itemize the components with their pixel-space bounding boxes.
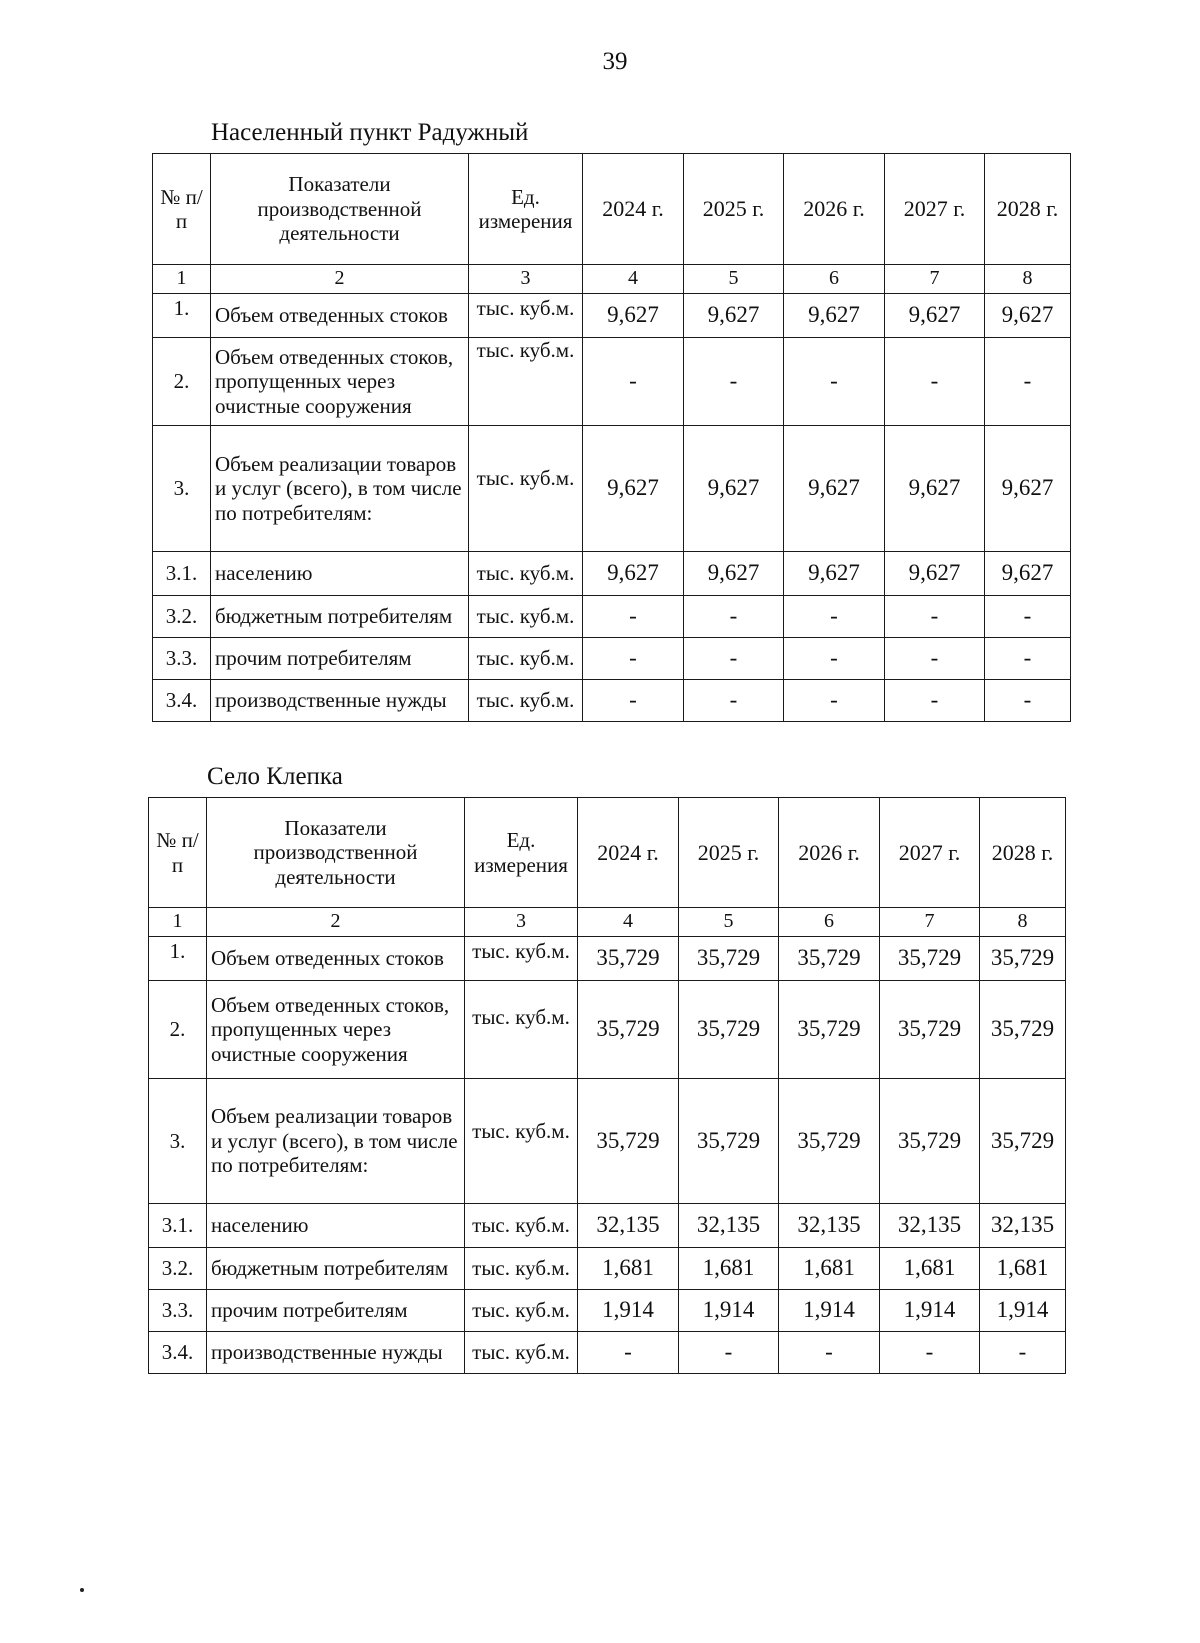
row-name: Объем отведенных стоков <box>211 294 469 338</box>
header-year: 2026 г. <box>784 154 885 265</box>
row-value: 9,627 <box>684 426 784 552</box>
row-num: 3.1. <box>149 1204 207 1248</box>
column-index: 2 <box>211 265 469 294</box>
header-year: 2028 г. <box>980 798 1066 908</box>
column-index: 6 <box>779 908 880 937</box>
row-value: 9,627 <box>583 426 684 552</box>
table-header-row <box>153 154 1071 265</box>
section-title: Населенный пункт Радужный <box>211 119 529 146</box>
column-index: 7 <box>880 908 980 937</box>
row-name: Объем отведенных стоков, пропущенных через очистные сооружения <box>211 338 469 426</box>
column-index: 6 <box>784 265 885 294</box>
row-value: - <box>885 680 985 722</box>
header-num: № п/п <box>153 154 211 265</box>
data-table-klepka <box>148 797 1066 1374</box>
row-value: 1,914 <box>679 1290 779 1332</box>
table-row <box>149 1332 1066 1374</box>
table-row <box>153 338 1071 426</box>
row-value: - <box>885 338 985 426</box>
row-num: 2. <box>153 338 211 426</box>
row-value: - <box>885 596 985 638</box>
row-unit: тыс. куб.м. <box>469 338 583 426</box>
row-unit: тыс. куб.м. <box>465 937 578 981</box>
row-value: 9,627 <box>985 294 1071 338</box>
table-row <box>153 680 1071 722</box>
column-index: 8 <box>980 908 1066 937</box>
header-unit: Ед. измерения <box>465 798 578 908</box>
row-value: 1,914 <box>578 1290 679 1332</box>
table-row <box>153 638 1071 680</box>
row-value: - <box>784 338 885 426</box>
column-index: 8 <box>985 265 1071 294</box>
row-value: 32,135 <box>880 1204 980 1248</box>
row-unit: тыс. куб.м. <box>469 294 583 338</box>
row-value: - <box>684 338 784 426</box>
row-value: 9,627 <box>684 294 784 338</box>
row-unit: тыс. куб.м. <box>465 1332 578 1374</box>
row-value: - <box>583 638 684 680</box>
row-value: 1,914 <box>880 1290 980 1332</box>
column-index: 1 <box>153 265 211 294</box>
row-value: 32,135 <box>779 1204 880 1248</box>
row-value: 9,627 <box>784 294 885 338</box>
row-value: - <box>684 596 784 638</box>
row-value: 35,729 <box>578 1079 679 1204</box>
row-value: 1,681 <box>980 1248 1066 1290</box>
row-value: - <box>578 1332 679 1374</box>
header-year: 2026 г. <box>779 798 880 908</box>
row-name: прочим потребителям <box>207 1290 465 1332</box>
column-index: 5 <box>679 908 779 937</box>
row-value: 1,914 <box>779 1290 880 1332</box>
column-index-row <box>153 265 1071 294</box>
row-name: производственные нужды <box>211 680 469 722</box>
header-name: Показатели производственной деятельности <box>211 154 469 265</box>
row-name: прочим потребителям <box>211 638 469 680</box>
row-value: 32,135 <box>980 1204 1066 1248</box>
header-unit: Ед. измерения <box>469 154 583 265</box>
header-year: 2027 г. <box>885 154 985 265</box>
row-name: Объем отведенных стоков <box>207 937 465 981</box>
row-unit: тыс. куб.м. <box>465 1290 578 1332</box>
row-value: 9,627 <box>784 552 885 596</box>
row-value: - <box>880 1332 980 1374</box>
row-value: 35,729 <box>980 937 1066 981</box>
row-unit: тыс. куб.м. <box>469 680 583 722</box>
header-year: 2028 г. <box>985 154 1071 265</box>
row-value: - <box>784 638 885 680</box>
row-value: 9,627 <box>784 426 885 552</box>
data-table-radughny <box>152 153 1071 722</box>
row-value: 1,681 <box>679 1248 779 1290</box>
row-name: производственные нужды <box>207 1332 465 1374</box>
table-row <box>149 1290 1066 1332</box>
table-row <box>149 981 1066 1079</box>
row-value: - <box>985 596 1071 638</box>
row-name: населению <box>211 552 469 596</box>
header-name: Показатели производственной деятельности <box>207 798 465 908</box>
row-name: бюджетным потребителям <box>207 1248 465 1290</box>
row-value: 9,627 <box>985 552 1071 596</box>
header-year: 2025 г. <box>684 154 784 265</box>
row-num: 2. <box>149 981 207 1079</box>
column-index: 4 <box>583 265 684 294</box>
row-unit: тыс. куб.м. <box>469 596 583 638</box>
row-value: - <box>784 680 885 722</box>
column-index: 5 <box>684 265 784 294</box>
row-unit: тыс. куб.м. <box>465 981 578 1079</box>
column-index: 3 <box>469 265 583 294</box>
row-value: 9,627 <box>583 294 684 338</box>
row-value: 1,914 <box>980 1290 1066 1332</box>
header-year: 2024 г. <box>583 154 684 265</box>
header-year: 2025 г. <box>679 798 779 908</box>
row-name: бюджетным потребителям <box>211 596 469 638</box>
row-value: - <box>583 680 684 722</box>
row-value: 9,627 <box>885 426 985 552</box>
row-value: 9,627 <box>885 552 985 596</box>
row-name: Объем реализации товаров и услуг (всего), в том числе по потребителям: <box>211 426 469 552</box>
row-value: - <box>784 596 885 638</box>
row-unit: тыс. куб.м. <box>465 1248 578 1290</box>
row-value: 35,729 <box>880 937 980 981</box>
table-row <box>153 596 1071 638</box>
row-value: 1,681 <box>880 1248 980 1290</box>
column-index: 3 <box>465 908 578 937</box>
row-value: - <box>684 680 784 722</box>
table-row <box>149 1079 1066 1204</box>
row-value: 35,729 <box>980 981 1066 1079</box>
row-value: - <box>684 638 784 680</box>
row-name: Объем отведенных стоков, пропущенных через очистные сооружения <box>207 981 465 1079</box>
row-num: 3.4. <box>153 680 211 722</box>
row-value: 35,729 <box>578 937 679 981</box>
row-num: 3. <box>153 426 211 552</box>
table-row <box>149 1248 1066 1290</box>
row-name: населению <box>207 1204 465 1248</box>
column-index: 4 <box>578 908 679 937</box>
row-value: 9,627 <box>885 294 985 338</box>
row-unit: тыс. куб.м. <box>469 426 583 552</box>
table-row <box>153 552 1071 596</box>
row-num: 3.4. <box>149 1332 207 1374</box>
table-header-row <box>149 798 1066 908</box>
row-value: 32,135 <box>679 1204 779 1248</box>
row-value: - <box>985 638 1071 680</box>
section-title: Село Клепка <box>207 763 343 790</box>
row-value: 1,681 <box>578 1248 679 1290</box>
row-value: - <box>885 638 985 680</box>
row-value: 1,681 <box>779 1248 880 1290</box>
row-value: - <box>583 596 684 638</box>
table-row <box>153 294 1071 338</box>
scan-speck <box>80 1588 84 1592</box>
row-value: 35,729 <box>679 981 779 1079</box>
row-num: 1. <box>153 294 211 338</box>
row-value: 35,729 <box>679 937 779 981</box>
table-row <box>149 937 1066 981</box>
table-row <box>149 1204 1066 1248</box>
row-name: Объем реализации товаров и услуг (всего), в том числе по потребителям: <box>207 1079 465 1204</box>
row-value: 9,627 <box>985 426 1071 552</box>
row-value: 32,135 <box>578 1204 679 1248</box>
row-value: 35,729 <box>779 981 880 1079</box>
row-unit: тыс. куб.м. <box>469 638 583 680</box>
header-year: 2024 г. <box>578 798 679 908</box>
row-num: 1. <box>149 937 207 981</box>
row-value: 35,729 <box>980 1079 1066 1204</box>
header-num: № п/п <box>149 798 207 908</box>
row-value: - <box>985 338 1071 426</box>
row-num: 3.1. <box>153 552 211 596</box>
row-unit: тыс. куб.м. <box>465 1079 578 1204</box>
row-unit: тыс. куб.м. <box>465 1204 578 1248</box>
column-index: 7 <box>885 265 985 294</box>
row-value: 35,729 <box>578 981 679 1079</box>
row-value: 35,729 <box>679 1079 779 1204</box>
column-index: 1 <box>149 908 207 937</box>
row-unit: тыс. куб.м. <box>469 552 583 596</box>
row-value: 35,729 <box>779 1079 880 1204</box>
row-value: 9,627 <box>583 552 684 596</box>
row-value: - <box>583 338 684 426</box>
column-index-row <box>149 908 1066 937</box>
row-num: 3. <box>149 1079 207 1204</box>
row-value: - <box>985 680 1071 722</box>
row-value: 9,627 <box>684 552 784 596</box>
page-number: 39 <box>602 48 628 75</box>
row-value: - <box>980 1332 1066 1374</box>
row-num: 3.3. <box>153 638 211 680</box>
row-value: 35,729 <box>779 937 880 981</box>
table-row <box>153 426 1071 552</box>
row-num: 3.2. <box>153 596 211 638</box>
column-index: 2 <box>207 908 465 937</box>
row-num: 3.3. <box>149 1290 207 1332</box>
row-value: - <box>679 1332 779 1374</box>
row-value: 35,729 <box>880 1079 980 1204</box>
row-num: 3.2. <box>149 1248 207 1290</box>
row-value: - <box>779 1332 880 1374</box>
row-value: 35,729 <box>880 981 980 1079</box>
header-year: 2027 г. <box>880 798 980 908</box>
